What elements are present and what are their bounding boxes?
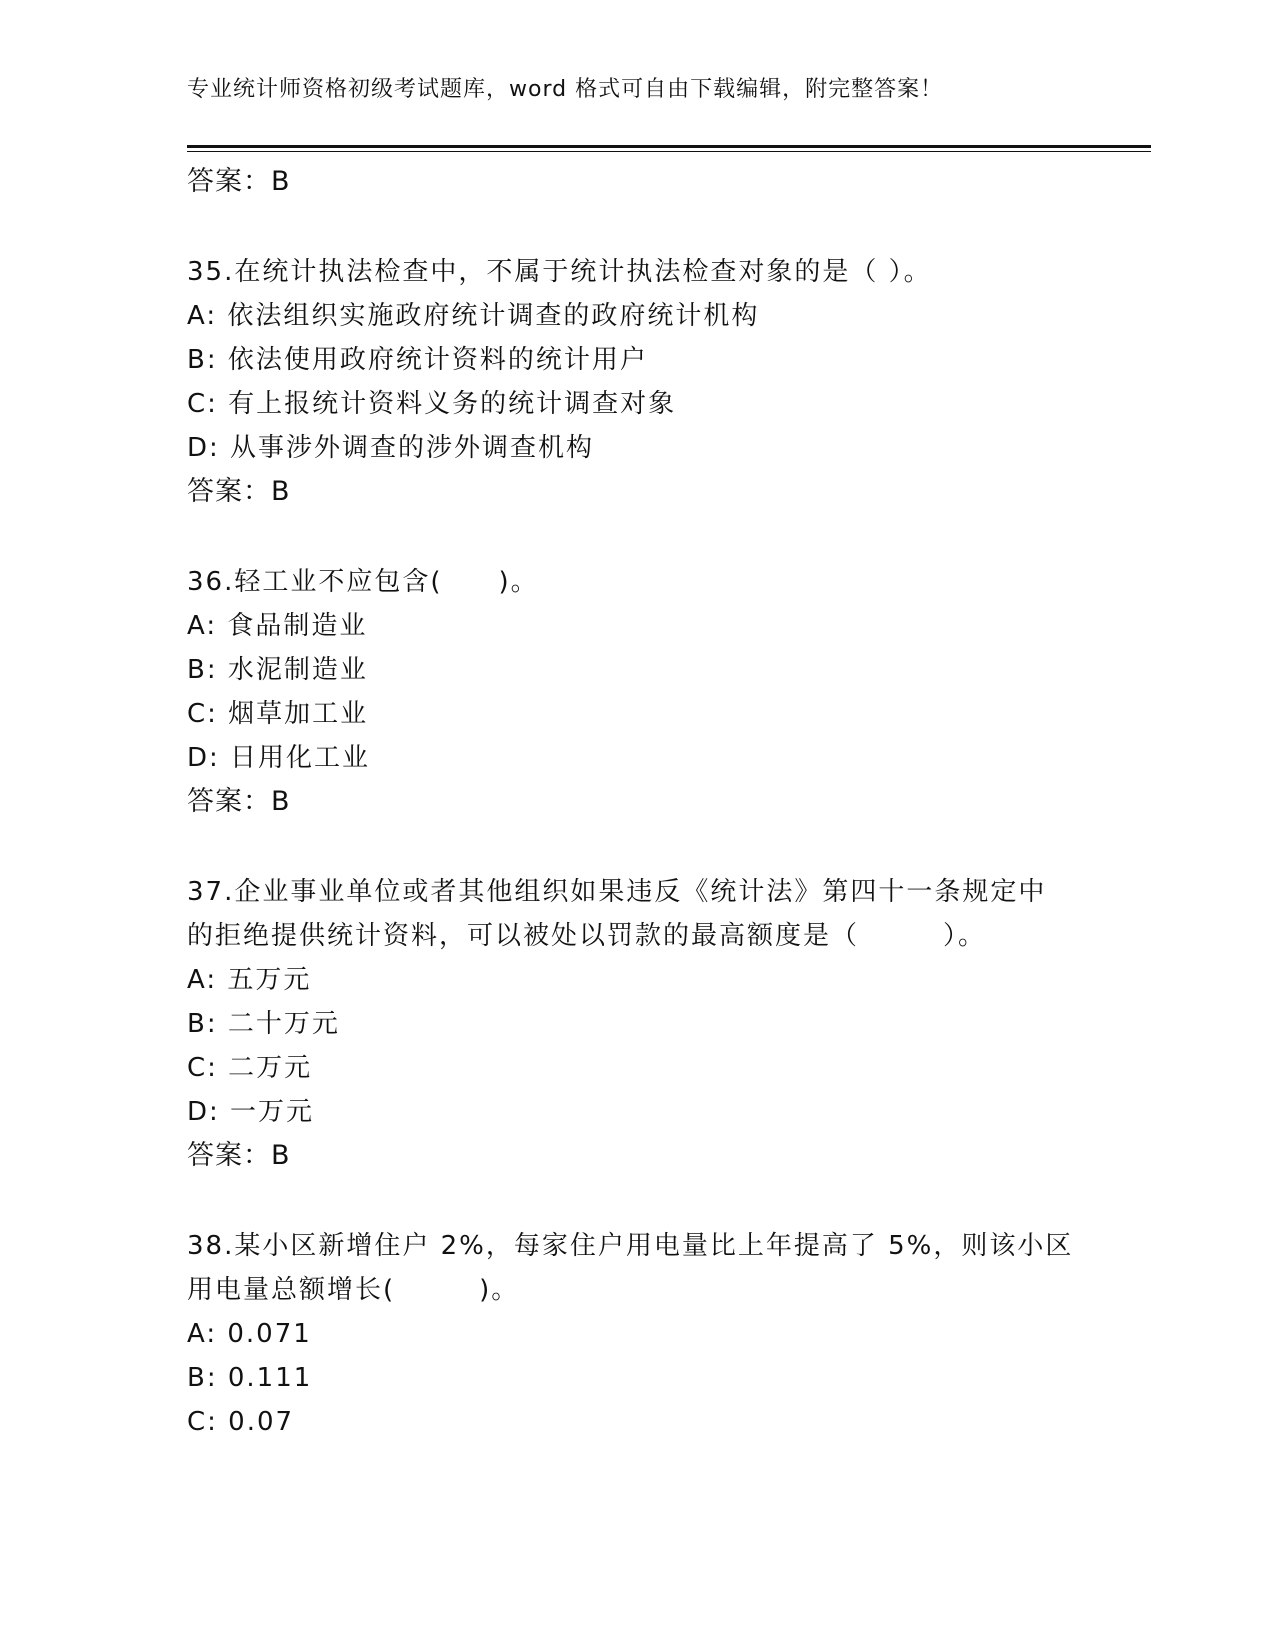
option-c: C: 0.07 <box>187 1407 295 1437</box>
option-b: B: 依法使用政府统计资料的统计用户 <box>187 345 648 375</box>
answer: 答案：B <box>187 1140 291 1171</box>
page-header: 专业统计师资格初级考试题库，word 格式可自由下载编辑，附完整答案！ <box>187 77 944 102</box>
answer: 答案：B <box>187 786 291 817</box>
question-stem: 36.轻工业不应包含( )。 <box>187 567 539 597</box>
question-38 <box>187 1224 1107 1444</box>
answer: 答案：B <box>187 476 291 507</box>
question-stem: 35.在统计执法检查中，不属于统计执法检查对象的是（ ）。 <box>187 257 932 287</box>
option-a: A: 五万元 <box>187 965 312 995</box>
header-rule-thick <box>187 145 1151 148</box>
question-37 <box>187 870 1107 1178</box>
header-rule-thin <box>187 151 1151 152</box>
question-stem-line-2: 的拒绝提供统计资料，可以被处以罚款的最高额度是（ ）。 <box>187 921 987 951</box>
question-stem-line-1: 38.某小区新增住户 2%，每家住户用电量比上年提高了 5%，则该小区 <box>187 1231 1074 1261</box>
option-a: A: 0.071 <box>187 1319 312 1349</box>
option-b: B: 0.111 <box>187 1363 313 1393</box>
option-d: D: 从事涉外调查的涉外调查机构 <box>187 433 595 463</box>
question-35 <box>187 250 1107 514</box>
option-a: A: 食品制造业 <box>187 611 368 641</box>
option-b: B: 水泥制造业 <box>187 655 368 685</box>
question-36 <box>187 560 1107 824</box>
option-d: D: 日用化工业 <box>187 743 371 773</box>
option-c: C: 烟草加工业 <box>187 699 369 729</box>
option-c: C: 二万元 <box>187 1053 313 1083</box>
question-stem-line-2: 用电量总额增长( )。 <box>187 1275 520 1305</box>
previous-answer: 答案：B <box>187 166 291 197</box>
option-a: A: 依法组织实施政府统计调查的政府统计机构 <box>187 301 760 331</box>
option-b: B: 二十万元 <box>187 1009 340 1039</box>
question-stem-line-1: 37.企业事业单位或者其他组织如果违反《统计法》第四十一条规定中 <box>187 877 1047 907</box>
option-d: D: 一万元 <box>187 1097 315 1127</box>
question-list <box>187 160 1107 1444</box>
option-c: C: 有上报统计资料义务的统计调查对象 <box>187 389 677 419</box>
